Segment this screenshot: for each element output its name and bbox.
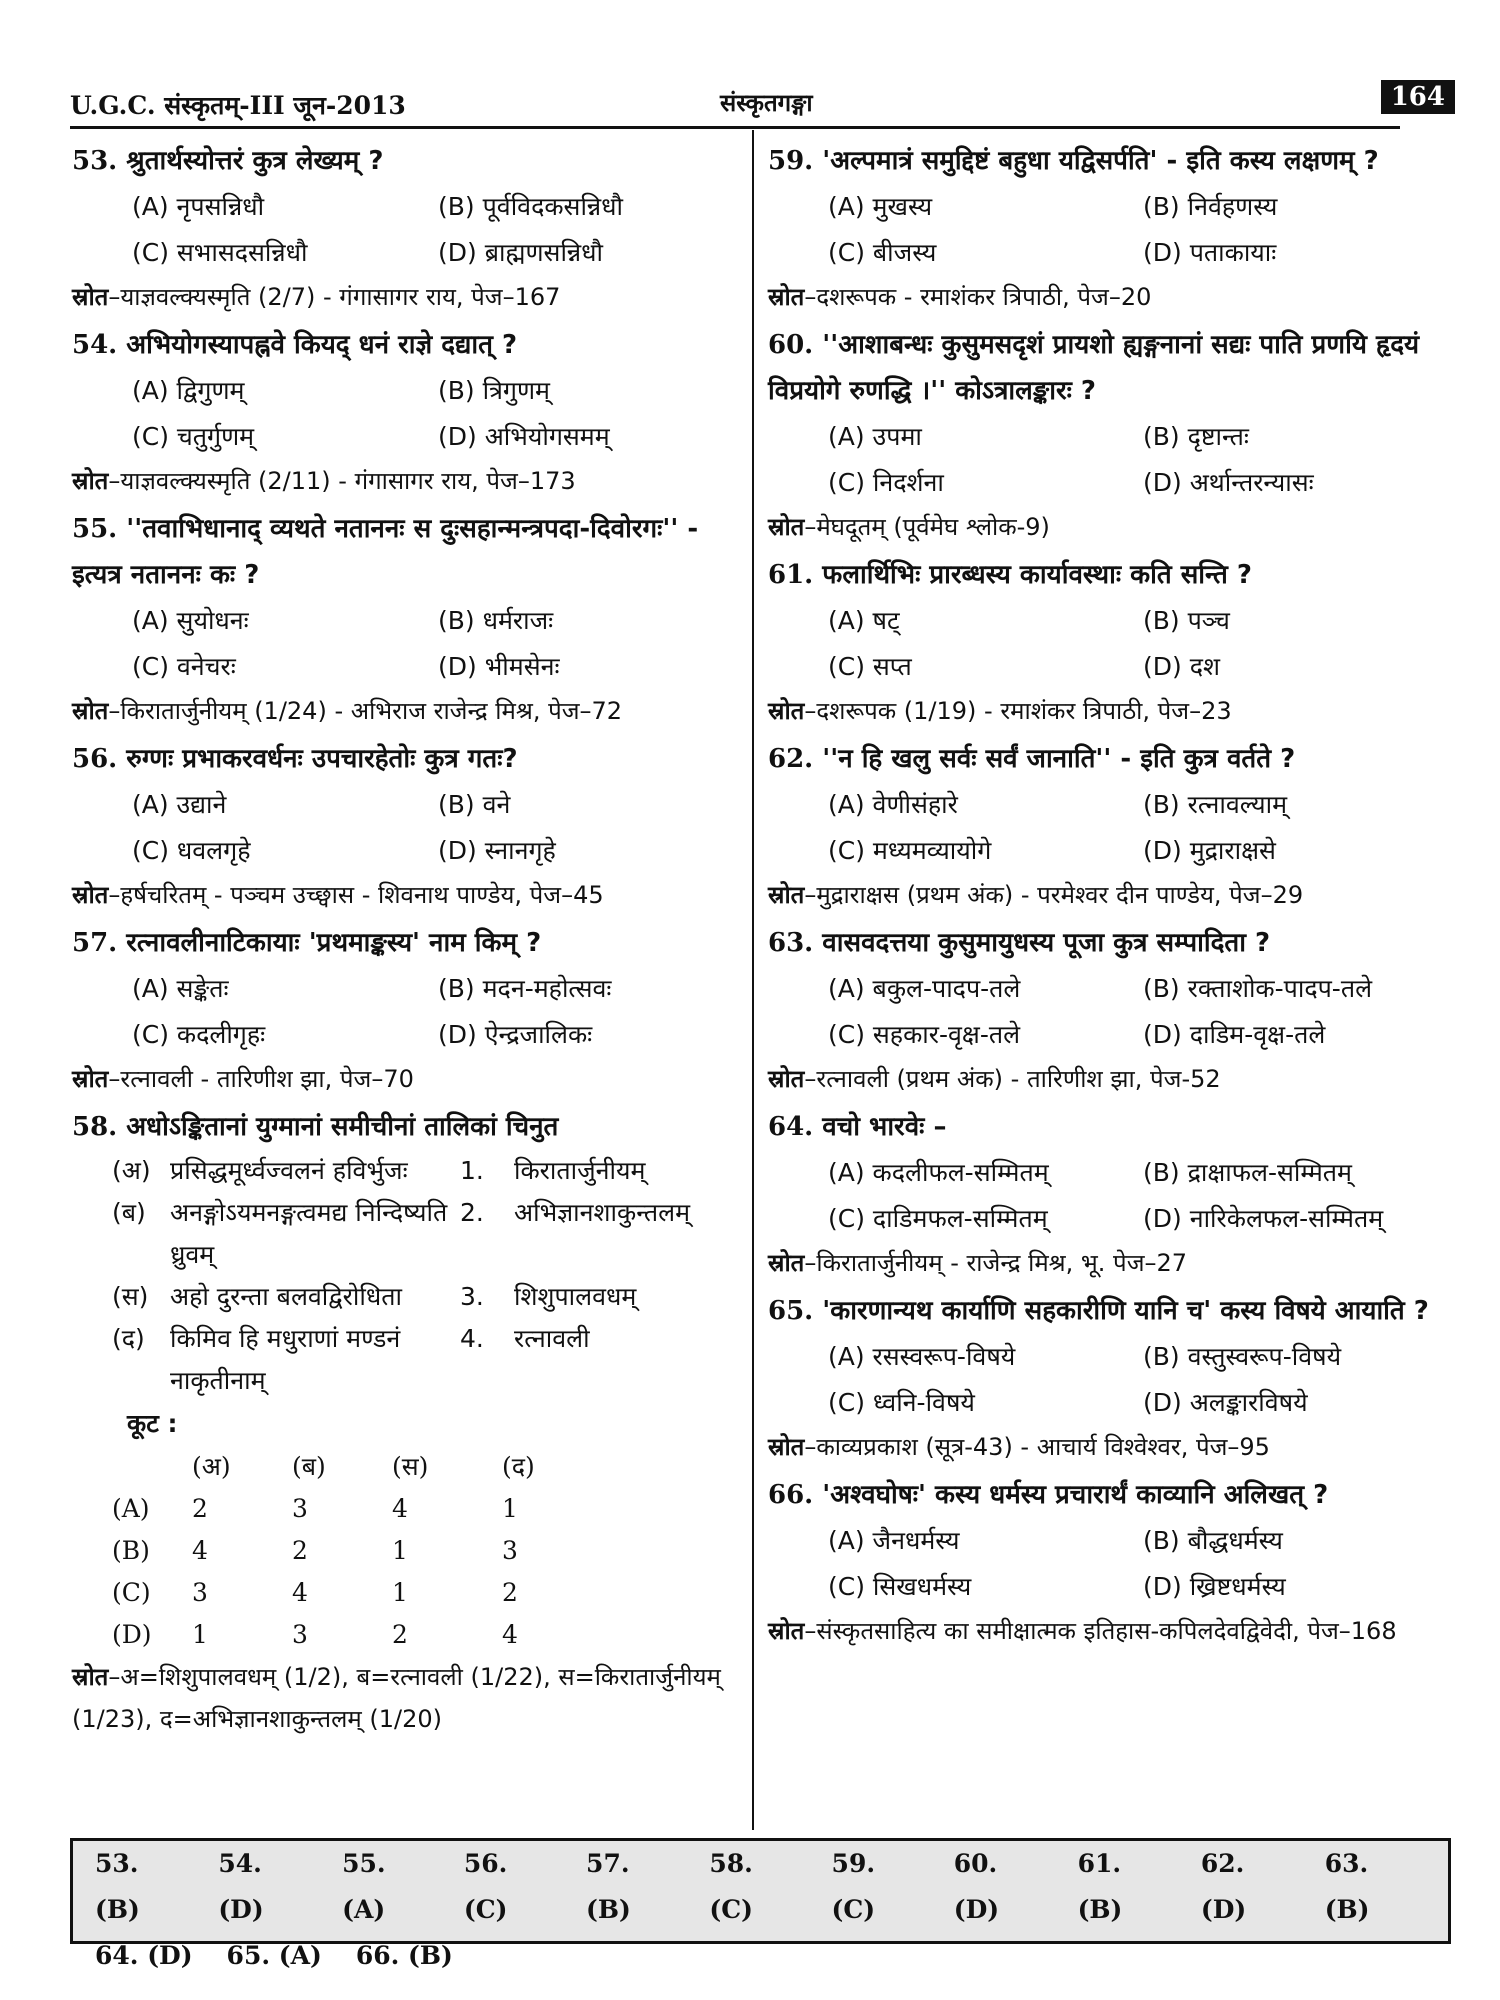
answer-item: 63. (B) bbox=[1324, 1849, 1370, 1924]
option-a: (A) मुखस्य bbox=[828, 192, 933, 221]
option-list bbox=[768, 414, 1458, 506]
page-header bbox=[70, 82, 1455, 124]
option-a: (A) षट् bbox=[828, 606, 900, 635]
kuta-row: (D) 1 3 2 4 bbox=[112, 1620, 518, 1649]
option-b: (B) पूर्वविदकसन्निधौ bbox=[438, 192, 624, 221]
question-text: ''आशाबन्धः कुसुमसदृशं प्रायशो ह्यङ्गनानां सद्यः पाति प्रणयि हृदयं विप्रयोगे रुणद्धि ।'' कोऽत्रालङ्कारः ? bbox=[768, 330, 1420, 406]
option-d: (D) ब्राह्मणसन्निधौ bbox=[438, 238, 604, 267]
question-55 bbox=[72, 506, 744, 732]
option-list bbox=[768, 1334, 1458, 1426]
header-rule bbox=[70, 126, 1400, 129]
column-divider bbox=[752, 130, 754, 1830]
left-column bbox=[72, 138, 744, 1744]
answer-item: 59. (C) bbox=[831, 1849, 876, 1924]
question-source: स्रोत–मुद्राराक्षस (प्रथम अंक) - परमेश्वर दीन पाण्डेय, पेज–29 bbox=[768, 881, 1304, 909]
option-c: (C) चतुर्गुणम् bbox=[132, 422, 255, 451]
question-source: स्रोत–याज्ञवल्क्यस्मृति (2/7) - गंगासागर राय, पेज–167 bbox=[72, 283, 561, 311]
option-c: (C) कदलीगृहः bbox=[132, 1020, 266, 1049]
question-57 bbox=[72, 920, 744, 1100]
question-source: स्रोत–रत्नावली (प्रथम अंक) - तारिणीश झा, पेज-52 bbox=[768, 1065, 1221, 1093]
question-text: फलार्थिभिः प्रारब्धस्य कार्यावस्थाः कति सन्ति ? bbox=[822, 560, 1252, 590]
option-d: (D) अलङ्कारविषये bbox=[1143, 1388, 1308, 1417]
answer-item: 65. (A) bbox=[226, 1941, 322, 1970]
kuta-table bbox=[112, 1446, 744, 1656]
answer-item: 53. (B) bbox=[95, 1849, 140, 1924]
kuta-row: (B) 4 2 1 3 bbox=[112, 1536, 518, 1565]
question-text: रत्नावलीनाटिकायाः 'प्रथमाङ्कस्य' नाम किम् ? bbox=[126, 928, 542, 958]
option-b: (B) धर्मराजः bbox=[438, 606, 554, 635]
question-text: 'अल्पमात्रं समुद्दिष्टं बहुधा यद्विसर्पति' - इति कस्य लक्षणम् ? bbox=[822, 146, 1379, 176]
option-c: (C) सिखधर्मस्य bbox=[828, 1572, 972, 1601]
question-source: स्रोत–अ=शिशुपालवधम् (1/2), ब=रत्नावली (1/22), स=किरातार्जुनीयम् (1/23), द=अभिज्ञानशाकुन्तलम् (1/20) bbox=[72, 1663, 721, 1733]
answer-item: 57. (B) bbox=[586, 1849, 631, 1924]
question-number: 62. bbox=[768, 744, 814, 774]
match-row: (ब) अनङ्गोऽयमनङ्गत्वमद्य निन्दिष्यति ध्रुवम् 2. अभिज्ञानशाकुन्तलम् bbox=[112, 1198, 691, 1269]
kuta-row: (C) 3 4 1 2 bbox=[112, 1578, 518, 1607]
question-text: ''न हि खलु सर्वः सर्वं जानाति'' - इति कुत्र वर्तते ? bbox=[822, 744, 1296, 774]
question-66 bbox=[768, 1472, 1458, 1652]
answer-item: 61. (B) bbox=[1077, 1849, 1123, 1924]
option-list bbox=[72, 184, 744, 276]
question-60 bbox=[768, 322, 1458, 548]
answer-item: 60. (D) bbox=[953, 1849, 1000, 1924]
question-65 bbox=[768, 1288, 1458, 1468]
answer-item: 56. (C) bbox=[463, 1849, 508, 1924]
question-number: 66. bbox=[768, 1480, 814, 1510]
kuta-row: (A) 2 3 4 1 bbox=[112, 1494, 518, 1523]
question-source: स्रोत–याज्ञवल्क्यस्मृति (2/11) - गंगासागर राय, पेज–173 bbox=[72, 467, 576, 495]
option-c: (C) सप्त bbox=[828, 652, 912, 681]
option-d: (D) स्नानगृहे bbox=[438, 836, 556, 865]
option-list bbox=[768, 184, 1458, 276]
question-text: वचो भारवेः – bbox=[822, 1112, 947, 1142]
option-a: (A) सुयोधनः bbox=[132, 606, 249, 635]
question-source: स्रोत–संस्कृतसाहित्य का समीक्षात्मक इतिहास-कपिलदेवद्विवेदी, पेज–168 bbox=[768, 1617, 1397, 1645]
option-c: (C) सभासदसन्निधौ bbox=[132, 238, 308, 267]
exam-title: U.G.C. संस्कृतम्-III जून-2013 bbox=[70, 91, 406, 120]
question-number: 54. bbox=[72, 330, 118, 360]
option-list bbox=[768, 966, 1458, 1058]
match-row: (स) अहो दुरन्ता बलवद्विरोधिता 3. शिशुपालवधम् bbox=[112, 1282, 637, 1311]
question-number: 59. bbox=[768, 146, 814, 176]
option-list bbox=[72, 966, 744, 1058]
question-text: श्रुतार्थस्योत्तरं कुत्र लेख्यम् ? bbox=[126, 146, 384, 176]
question-59 bbox=[768, 138, 1458, 318]
right-column bbox=[768, 138, 1458, 1656]
book-title: संस्कृतगङ्गा bbox=[720, 89, 813, 117]
answer-item: 62. (D) bbox=[1200, 1849, 1247, 1924]
option-a: (A) उद्याने bbox=[132, 790, 227, 819]
question-number: 56. bbox=[72, 744, 118, 774]
option-a: (A) कदलीफल-सम्मितम् bbox=[828, 1158, 1049, 1187]
question-number: 60. bbox=[768, 330, 814, 360]
option-a: (A) नृपसन्निधौ bbox=[132, 192, 265, 221]
answer-key-box bbox=[70, 1838, 1451, 1970]
answer-item: 66. (B) bbox=[355, 1941, 453, 1970]
question-58 bbox=[72, 1104, 744, 1740]
question-number: 58. bbox=[72, 1112, 118, 1142]
option-c: (C) मध्यमव्यायोगे bbox=[828, 836, 992, 865]
answer-row-1 bbox=[73, 1841, 1448, 1933]
right-question-list bbox=[768, 138, 1458, 1652]
option-b: (B) दृष्टान्तः bbox=[1143, 422, 1249, 451]
option-b: (B) त्रिगुणम् bbox=[438, 376, 550, 405]
question-source: स्रोत–दशरूपक - रमाशंकर त्रिपाठी, पेज–20 bbox=[768, 283, 1152, 311]
question-number: 57. bbox=[72, 928, 118, 958]
question-number: 55. bbox=[72, 514, 118, 544]
option-list bbox=[72, 368, 744, 460]
match-row: (द) किमिव हि मधुराणां मण्डनं नाकृतीनाम् 4. रत्नावली bbox=[112, 1324, 590, 1395]
question-source: स्रोत–किरातार्जुनीयम् - राजेन्द्र मिश्र, भू. पेज–27 bbox=[768, 1249, 1188, 1277]
question-53 bbox=[72, 138, 744, 318]
option-a: (A) उपमा bbox=[828, 422, 922, 451]
question-source: स्रोत–मेघदूतम् (पूर्वमेघ श्लोक-9) bbox=[768, 513, 1050, 541]
question-text: ''तवाभिधानाद् व्यथते नताननः स दुःसहान्मन्त्रपदा-दिवोरगः'' - इत्यत्र नताननः कः ? bbox=[72, 514, 699, 590]
question-number: 65. bbox=[768, 1296, 814, 1326]
option-list bbox=[72, 598, 744, 690]
option-b: (B) द्राक्षाफल-सम्मितम् bbox=[1143, 1158, 1353, 1187]
question-source: स्रोत–हर्षचरितम् - पञ्चम उच्छ्वास - शिवनाथ पाण्डेय, पेज–45 bbox=[72, 881, 604, 909]
option-c: (C) वनेचरः bbox=[132, 652, 236, 681]
left-question-list bbox=[72, 138, 744, 1100]
question-56 bbox=[72, 736, 744, 916]
question-number: 61. bbox=[768, 560, 814, 590]
question-number: 63. bbox=[768, 928, 814, 958]
question-source: स्रोत–किरातार्जुनीयम् (1/24) - अभिराज राजेन्द्र मिश्र, पेज–72 bbox=[72, 697, 623, 725]
question-61 bbox=[768, 552, 1458, 732]
option-d: (D) ख्रिष्टधर्मस्य bbox=[1143, 1572, 1286, 1601]
question-64 bbox=[768, 1104, 1458, 1284]
option-b: (B) वस्तुस्वरूप-विषये bbox=[1143, 1342, 1342, 1371]
answer-item: 55. (A) bbox=[342, 1849, 386, 1924]
option-d: (D) ऐन्द्रजालिकः bbox=[438, 1020, 593, 1049]
option-list bbox=[768, 1150, 1458, 1242]
option-b: (B) बौद्धधर्मस्य bbox=[1143, 1526, 1283, 1555]
question-source: स्रोत–काव्यप्रकाश (सूत्र-43) - आचार्य विश्वेश्वर, पेज–95 bbox=[768, 1433, 1270, 1461]
answer-item: 64. (D) bbox=[95, 1941, 193, 1970]
question-source: स्रोत–दशरूपक (1/19) - रमाशंकर त्रिपाठी, पेज–23 bbox=[768, 697, 1232, 725]
option-d: (D) अर्थान्तरन्यासः bbox=[1143, 468, 1314, 497]
option-a: (A) द्विगुणम् bbox=[132, 376, 245, 405]
kuta-label: कूट : bbox=[127, 1409, 178, 1438]
answer-item: 54. (D) bbox=[218, 1849, 264, 1924]
option-a: (A) बकुल-पादप-तले bbox=[828, 974, 1021, 1003]
question-text: अधोऽङ्कितानां युग्मानां समीचीनां तालिकां चिनुत bbox=[126, 1112, 559, 1142]
option-d: (D) नारिकेलफल-सम्मितम् bbox=[1143, 1204, 1384, 1233]
match-row: (अ) प्रसिद्धमूर्ध्वज्वलनं हविर्भुजः 1. किरातार्जुनीयम् bbox=[112, 1156, 646, 1185]
option-c: (C) दाडिमफल-सम्मितम् bbox=[828, 1204, 1048, 1233]
option-a: (A) वेणीसंहारे bbox=[828, 790, 958, 819]
option-d: (D) दाडिम-वृक्ष-तले bbox=[1143, 1020, 1326, 1049]
answer-item: 58. (C) bbox=[709, 1849, 753, 1924]
match-list bbox=[112, 1150, 744, 1402]
option-c: (C) ध्वनि-विषये bbox=[828, 1388, 975, 1417]
question-number: 64. bbox=[768, 1112, 814, 1142]
question-text: वासवदत्तया कुसुमायुधस्य पूजा कुत्र सम्पादिता ? bbox=[822, 928, 1271, 958]
option-d: (D) दश bbox=[1143, 652, 1220, 681]
option-b: (B) पञ्च bbox=[1143, 606, 1230, 635]
page-number: 164 bbox=[1381, 80, 1455, 114]
kuta-header-row: (अ) (ब) (स) (द) bbox=[192, 1452, 535, 1481]
question-63 bbox=[768, 920, 1458, 1100]
option-c: (C) सहकार-वृक्ष-तले bbox=[828, 1020, 1021, 1049]
answer-row-2 bbox=[73, 1933, 1448, 1979]
option-list bbox=[768, 598, 1458, 690]
option-d: (D) पताकायाः bbox=[1143, 238, 1277, 267]
option-list bbox=[72, 782, 744, 874]
option-c: (C) बीजस्य bbox=[828, 238, 937, 267]
option-a: (A) सङ्केतः bbox=[132, 974, 229, 1003]
option-list bbox=[768, 782, 1458, 874]
question-text: रुग्णः प्रभाकरवर्धनः उपचारहेतोः कुत्र गतः? bbox=[126, 744, 518, 774]
question-text: 'अश्वघोषः' कस्य धर्मस्य प्रचारार्थं काव्यानि अलिखत् ? bbox=[822, 1480, 1329, 1510]
option-d: (D) भीमसेनः bbox=[438, 652, 560, 681]
option-b: (B) रत्नावल्याम् bbox=[1143, 790, 1288, 819]
option-b: (B) वने bbox=[438, 790, 511, 819]
question-text: 'कारणान्यथ कार्याणि सहकारीणि यानि च' कस्य विषये आयाति ? bbox=[822, 1296, 1429, 1326]
option-a: (A) जैनधर्मस्य bbox=[828, 1526, 960, 1555]
question-text: अभियोगस्यापह्नवे कियद् धनं राज्ञे दद्यात् ? bbox=[126, 330, 518, 360]
option-b: (B) निर्वहणस्य bbox=[1143, 192, 1278, 221]
option-c: (C) निदर्शना bbox=[828, 468, 944, 497]
option-d: (D) मुद्राराक्षसे bbox=[1143, 836, 1276, 865]
question-number: 53. bbox=[72, 146, 118, 176]
question-54 bbox=[72, 322, 744, 502]
option-b: (B) रक्ताशोक-पादप-तले bbox=[1143, 974, 1373, 1003]
question-source: स्रोत–रत्नावली - तारिणीश झा, पेज–70 bbox=[72, 1065, 414, 1093]
option-a: (A) रसस्वरूप-विषये bbox=[828, 1342, 1016, 1371]
option-c: (C) धवलगृहे bbox=[132, 836, 251, 865]
option-list bbox=[768, 1518, 1458, 1610]
option-d: (D) अभियोगसमम् bbox=[438, 422, 610, 451]
question-62 bbox=[768, 736, 1458, 916]
option-b: (B) मदन-महोत्सवः bbox=[438, 974, 612, 1003]
